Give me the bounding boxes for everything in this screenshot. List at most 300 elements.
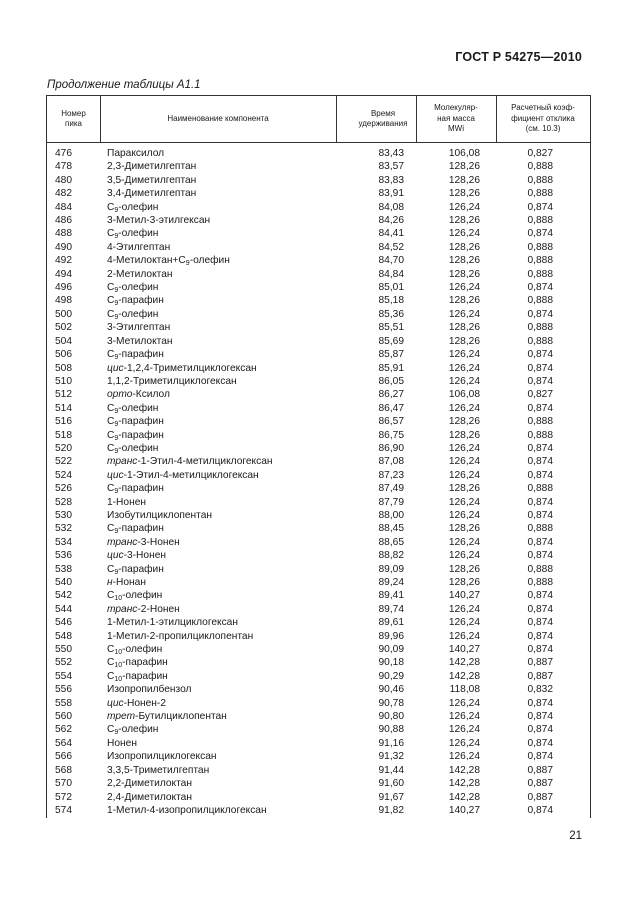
table-row xyxy=(47,522,590,535)
table-row xyxy=(47,415,590,428)
header-response-factor: Расчетный коэф- фициент отклика (см. 10.3) xyxy=(511,103,575,134)
molecular-mass-cell: 126,24 xyxy=(448,362,480,374)
molecular-mass-cell: 142,28 xyxy=(448,791,480,803)
header-retention-time: Время удерживания xyxy=(358,108,408,128)
response-factor-cell: 0,874 xyxy=(527,697,553,709)
molecular-mass-cell: 128,26 xyxy=(448,295,480,307)
response-factor-cell: 0,874 xyxy=(527,308,553,320)
response-factor-cell: 0,888 xyxy=(527,268,553,280)
peak-number-cell: 518 xyxy=(55,429,72,441)
retention-time-cell: 91,32 xyxy=(378,751,404,763)
peak-number-cell: 568 xyxy=(55,764,72,776)
retention-time-cell: 84,52 xyxy=(378,241,404,253)
molecular-mass-cell: 126,24 xyxy=(448,737,480,749)
component-name-cell: трет-Бутилциклопентан xyxy=(107,711,227,723)
component-name-cell: $С_{10}$-олефин xyxy=(107,644,163,657)
component-name-cell: $С_9$-олефин xyxy=(107,442,159,455)
response-factor-cell: 0,888 xyxy=(527,577,553,588)
response-factor-cell: 0,888 xyxy=(527,563,553,575)
response-factor-cell: 0,874 xyxy=(527,630,553,642)
component-name-cell: 3-Этилгептан xyxy=(107,322,171,334)
component-name-cell: Изопропилбензол xyxy=(107,684,192,696)
response-factor-cell: 0,874 xyxy=(527,282,553,294)
response-factor-cell: 0,874 xyxy=(527,509,553,521)
peak-number-cell: 544 xyxy=(55,603,72,615)
header-molecular-mass: Молекуляр- ная масса MWi xyxy=(434,103,478,134)
component-name-cell: $С_{10}$-парафин xyxy=(107,670,168,683)
header-component-name: Наименование компонента xyxy=(167,113,269,123)
peak-number-cell: 514 xyxy=(55,402,72,414)
response-factor-cell: 0,888 xyxy=(527,241,553,253)
response-factor-cell: 0,887 xyxy=(527,657,553,669)
retention-time-cell: 85,51 xyxy=(378,322,404,334)
table-row xyxy=(47,268,590,281)
peak-number-cell: 542 xyxy=(55,590,72,602)
table-row xyxy=(47,710,590,723)
component-name-cell: 1-Метил-4-изопропилциклогексан xyxy=(107,804,267,816)
peak-number-cell: 502 xyxy=(55,322,72,334)
retention-time-cell: 83,43 xyxy=(378,148,404,159)
response-factor-cell: 0,874 xyxy=(527,617,553,629)
table-row xyxy=(47,375,590,388)
component-name-cell: $С_9$-парафин xyxy=(107,429,164,442)
response-factor-cell: 0,874 xyxy=(527,804,553,816)
component-name-cell: 3-Метилоктан xyxy=(107,335,173,347)
component-name-cell: $С_9$-парафин xyxy=(107,563,164,576)
response-factor-cell: 0,874 xyxy=(527,402,553,414)
retention-time-cell: 90,78 xyxy=(378,697,404,709)
molecular-mass-cell: 128,26 xyxy=(448,215,480,227)
molecular-mass-cell: 126,24 xyxy=(448,496,480,508)
peak-number-cell: 500 xyxy=(55,308,72,320)
component-name-cell: 1-Нонен xyxy=(107,496,146,508)
retention-time-cell: 90,09 xyxy=(378,644,404,656)
table-row xyxy=(47,683,590,696)
molecular-mass-cell: 128,26 xyxy=(448,416,480,428)
molecular-mass-cell: 128,26 xyxy=(448,174,480,186)
peak-number-cell: 558 xyxy=(55,697,72,709)
peak-number-cell: 488 xyxy=(55,228,72,240)
molecular-mass-cell: 128,26 xyxy=(448,241,480,253)
retention-time-cell: 84,26 xyxy=(378,215,404,227)
molecular-mass-cell: 128,26 xyxy=(448,563,480,575)
page-number: 21 xyxy=(569,830,582,842)
molecular-mass-cell: 126,24 xyxy=(448,630,480,642)
table-row xyxy=(47,442,590,455)
peak-number-cell: 522 xyxy=(55,456,72,468)
peak-number-cell: 492 xyxy=(55,255,72,267)
component-name-cell: 2,3-Диметилгептан xyxy=(107,161,197,173)
table-row xyxy=(47,281,590,294)
retention-time-cell: 91,82 xyxy=(378,804,404,816)
peak-number-cell: 538 xyxy=(55,563,72,575)
component-name-cell: транс-2-Нонен xyxy=(107,603,180,615)
retention-time-cell: 91,60 xyxy=(378,778,404,790)
component-name-cell: 3-Метил-3-этилгексан xyxy=(107,215,211,227)
peak-number-cell: 566 xyxy=(55,751,72,763)
retention-time-cell: 84,84 xyxy=(378,268,404,280)
peak-number-cell: 564 xyxy=(55,737,72,749)
response-factor-cell: 0,888 xyxy=(527,174,553,186)
molecular-mass-cell: 128,26 xyxy=(448,523,480,535)
molecular-mass-cell: 126,24 xyxy=(448,228,480,240)
peak-number-cell: 546 xyxy=(55,617,72,629)
retention-time-cell: 88,82 xyxy=(378,550,404,562)
table-row xyxy=(47,777,590,790)
component-name-cell: $С_9$-олефин xyxy=(107,282,159,295)
molecular-mass-cell: 128,26 xyxy=(448,161,480,173)
response-factor-cell: 0,888 xyxy=(527,335,553,347)
response-factor-cell: 0,874 xyxy=(527,442,553,454)
table-row xyxy=(47,509,590,522)
table-row xyxy=(47,294,590,307)
response-factor-cell: 0,888 xyxy=(527,255,553,267)
retention-time-cell: 89,96 xyxy=(378,630,404,642)
component-name-cell: 4-Этилгептан xyxy=(107,241,171,253)
molecular-mass-cell: 126,24 xyxy=(448,375,480,387)
response-factor-cell: 0,874 xyxy=(527,737,553,749)
peak-number-cell: 510 xyxy=(55,375,72,387)
retention-time-cell: 89,74 xyxy=(378,603,404,615)
molecular-mass-cell: 126,24 xyxy=(448,509,480,521)
molecular-mass-cell: 126,24 xyxy=(448,536,480,548)
response-factor-cell: 0,874 xyxy=(527,228,553,240)
table-row xyxy=(47,656,590,669)
retention-time-cell: 85,01 xyxy=(378,282,404,294)
retention-time-cell: 83,57 xyxy=(378,161,404,173)
response-factor-cell: 0,874 xyxy=(527,751,553,763)
table-row xyxy=(47,214,590,227)
retention-time-cell: 86,47 xyxy=(378,402,404,414)
table-row xyxy=(47,589,590,602)
response-factor-cell: 0,888 xyxy=(527,295,553,307)
component-name-cell: $С_9$-олефин xyxy=(107,308,159,321)
response-factor-cell: 0,874 xyxy=(527,456,553,468)
molecular-mass-cell: 126,24 xyxy=(448,456,480,468)
table-row xyxy=(47,321,590,334)
table-row xyxy=(47,187,590,200)
molecular-mass-cell: 142,28 xyxy=(448,670,480,682)
table-body xyxy=(47,147,590,817)
molecular-mass-cell: 128,26 xyxy=(448,268,480,280)
response-factor-cell: 0,874 xyxy=(527,362,553,374)
retention-time-cell: 85,91 xyxy=(378,362,404,374)
molecular-mass-cell: 126,24 xyxy=(448,282,480,294)
component-name-cell: 3,3,5-Триметилгептан xyxy=(107,764,210,776)
peak-number-cell: 524 xyxy=(55,469,72,481)
molecular-mass-cell: 142,28 xyxy=(448,764,480,776)
peak-number-cell: 536 xyxy=(55,550,72,562)
molecular-mass-cell: 106,08 xyxy=(448,389,480,401)
molecular-mass-cell: 126,24 xyxy=(448,442,480,454)
peak-number-cell: 554 xyxy=(55,670,72,682)
table-row xyxy=(47,630,590,643)
retention-time-cell: 90,80 xyxy=(378,711,404,723)
component-name-cell: 1-Метил-2-пропилциклопентан xyxy=(107,630,254,642)
peak-number-cell: 482 xyxy=(55,188,72,200)
molecular-mass-cell: 128,26 xyxy=(448,335,480,347)
retention-time-cell: 89,41 xyxy=(378,590,404,602)
molecular-mass-cell: 126,24 xyxy=(448,201,480,213)
component-name-cell: $С_9$-парафин xyxy=(107,295,164,308)
retention-time-cell: 85,69 xyxy=(378,335,404,347)
table-row xyxy=(47,723,590,736)
molecular-mass-cell: 128,26 xyxy=(448,322,480,334)
table-row xyxy=(47,429,590,442)
component-name-cell: Параксилол xyxy=(107,148,165,159)
component-name-cell: цис-1,2,4-Триметилциклогексан xyxy=(107,362,257,374)
peak-number-cell: 548 xyxy=(55,630,72,642)
retention-time-cell: 88,45 xyxy=(378,523,404,535)
response-factor-cell: 0,887 xyxy=(527,778,553,790)
peak-number-cell: 560 xyxy=(55,711,72,723)
retention-time-cell: 86,57 xyxy=(378,416,404,428)
response-factor-cell: 0,874 xyxy=(527,603,553,615)
response-factor-cell: 0,827 xyxy=(527,148,553,159)
component-name-cell: Изопропилциклогексан xyxy=(107,751,217,763)
table-row xyxy=(47,147,590,160)
retention-time-cell: 84,70 xyxy=(378,255,404,267)
component-name-cell: 3,4-Диметилгептан xyxy=(107,188,197,200)
molecular-mass-cell: 126,24 xyxy=(448,724,480,736)
table-row xyxy=(47,241,590,254)
component-name-cell: $С_{10}$-парафин xyxy=(107,657,168,670)
molecular-mass-cell: 142,28 xyxy=(448,778,480,790)
response-factor-cell: 0,874 xyxy=(527,469,553,481)
retention-time-cell: 89,61 xyxy=(378,617,404,629)
peak-number-cell: 480 xyxy=(55,174,72,186)
component-name-cell: 2-Метилоктан xyxy=(107,268,173,280)
molecular-mass-cell: 126,24 xyxy=(448,617,480,629)
component-name-cell: $С_9$-парафин xyxy=(107,483,164,496)
molecular-mass-cell: 128,26 xyxy=(448,429,480,441)
peak-number-cell: 498 xyxy=(55,295,72,307)
table-row xyxy=(47,804,590,817)
response-factor-cell: 0,887 xyxy=(527,791,553,803)
component-name-cell: 3,5-Диметилгептан xyxy=(107,174,197,186)
peak-number-cell: 508 xyxy=(55,362,72,374)
component-name-cell: транс-1-Этил-4-метилциклогексан xyxy=(107,456,273,468)
retention-time-cell: 87,23 xyxy=(378,469,404,481)
molecular-mass-cell: 126,24 xyxy=(448,550,480,562)
response-factor-cell: 0,888 xyxy=(527,523,553,535)
table-row xyxy=(47,201,590,214)
molecular-mass-cell: 126,24 xyxy=(448,697,480,709)
component-name-cell: цис-3-Нонен xyxy=(107,550,166,562)
table-row xyxy=(47,643,590,656)
peak-number-cell: 486 xyxy=(55,215,72,227)
peak-number-cell: 516 xyxy=(55,416,72,428)
table-row xyxy=(47,791,590,804)
molecular-mass-cell: 126,24 xyxy=(448,751,480,763)
component-name-cell: $С_9$-олефин xyxy=(107,724,159,737)
peak-number-cell: 572 xyxy=(55,791,72,803)
peak-number-cell: 570 xyxy=(55,778,72,790)
component-name-cell: $С_9$-парафин xyxy=(107,523,164,536)
standard-code: ГОСТ Р 54275—2010 xyxy=(455,50,582,64)
peak-number-cell: 528 xyxy=(55,496,72,508)
peak-number-cell: 512 xyxy=(55,389,72,401)
retention-time-cell: 84,41 xyxy=(378,228,404,240)
peak-number-cell: 574 xyxy=(55,804,72,816)
peak-number-cell: 484 xyxy=(55,201,72,213)
response-factor-cell: 0,874 xyxy=(527,644,553,656)
table-row xyxy=(47,764,590,777)
peak-number-cell: 478 xyxy=(55,161,72,173)
table-row xyxy=(47,482,590,495)
retention-time-cell: 91,67 xyxy=(378,791,404,803)
retention-time-cell: 86,75 xyxy=(378,429,404,441)
response-factor-cell: 0,874 xyxy=(527,375,553,387)
component-name-cell: 1-Метил-1-этилциклогексан xyxy=(107,617,238,629)
table-row xyxy=(47,348,590,361)
retention-time-cell: 89,24 xyxy=(378,577,404,588)
molecular-mass-cell: 106,08 xyxy=(448,148,480,159)
peak-number-cell: 506 xyxy=(55,349,72,361)
table-header xyxy=(47,95,590,143)
molecular-mass-cell: 126,24 xyxy=(448,711,480,723)
response-factor-cell: 0,874 xyxy=(527,496,553,508)
retention-time-cell: 84,08 xyxy=(378,201,404,213)
peak-number-cell: 504 xyxy=(55,335,72,347)
molecular-mass-cell: 140,27 xyxy=(448,804,480,816)
table-row xyxy=(47,308,590,321)
table-row xyxy=(47,549,590,562)
table-row xyxy=(47,536,590,549)
response-factor-cell: 0,874 xyxy=(527,550,553,562)
table-row xyxy=(47,563,590,576)
molecular-mass-cell: 142,28 xyxy=(448,657,480,669)
component-name-cell: $4-Метилоктан+С_9$-олефин xyxy=(107,255,230,268)
response-factor-cell: 0,874 xyxy=(527,201,553,213)
peak-number-cell: 552 xyxy=(55,657,72,669)
response-factor-cell: 0,887 xyxy=(527,670,553,682)
retention-time-cell: 85,87 xyxy=(378,349,404,361)
table-row xyxy=(47,362,590,375)
response-factor-cell: 0,888 xyxy=(527,416,553,428)
table-row xyxy=(47,160,590,173)
molecular-mass-cell: 140,27 xyxy=(448,644,480,656)
component-name-cell: цис-Нонен-2 xyxy=(107,697,166,709)
response-factor-cell: 0,888 xyxy=(527,429,553,441)
peak-number-cell: 550 xyxy=(55,644,72,656)
component-name-cell: 2,2-Диметилоктан xyxy=(107,778,192,790)
response-factor-cell: 0,827 xyxy=(527,389,553,401)
retention-time-cell: 88,65 xyxy=(378,536,404,548)
component-name-cell: $С_9$-олефин xyxy=(107,402,159,415)
table-row xyxy=(47,254,590,267)
header-peak-number: Номер пика xyxy=(61,108,86,128)
peak-number-cell: 540 xyxy=(55,577,72,588)
response-factor-cell: 0,888 xyxy=(527,188,553,200)
component-name-cell: цис-1-Этил-4-метилциклогексан xyxy=(107,469,259,481)
table-row xyxy=(47,496,590,509)
response-factor-cell: 0,874 xyxy=(527,349,553,361)
peak-number-cell: 562 xyxy=(55,724,72,736)
table-row xyxy=(47,335,590,348)
retention-time-cell: 85,18 xyxy=(378,295,404,307)
component-name-cell: транс-3-Нонен xyxy=(107,536,180,548)
table-caption: Продолжение таблицы А1.1 xyxy=(47,79,201,91)
peak-number-cell: 532 xyxy=(55,523,72,535)
component-name-cell: Нонен xyxy=(107,737,137,749)
components-table xyxy=(46,95,591,818)
table-row xyxy=(47,697,590,710)
response-factor-cell: 0,888 xyxy=(527,483,553,495)
retention-time-cell: 87,49 xyxy=(378,483,404,495)
retention-time-cell: 85,36 xyxy=(378,308,404,320)
peak-number-cell: 530 xyxy=(55,509,72,521)
component-name-cell: $С_9$-парафин xyxy=(107,416,164,429)
molecular-mass-cell: 128,26 xyxy=(448,255,480,267)
retention-time-cell: 86,27 xyxy=(378,389,404,401)
peak-number-cell: 496 xyxy=(55,282,72,294)
table-row xyxy=(47,455,590,468)
component-name-cell: 1,1,2-Триметилциклогексан xyxy=(107,375,237,387)
component-name-cell: н-Нонан xyxy=(107,577,146,588)
table-row xyxy=(47,469,590,482)
table-row xyxy=(47,737,590,750)
molecular-mass-cell: 126,24 xyxy=(448,469,480,481)
molecular-mass-cell: 126,24 xyxy=(448,308,480,320)
table-row xyxy=(47,388,590,401)
table-row xyxy=(47,174,590,187)
response-factor-cell: 0,887 xyxy=(527,764,553,776)
table-row xyxy=(47,603,590,616)
retention-time-cell: 90,46 xyxy=(378,684,404,696)
retention-time-cell: 87,08 xyxy=(378,456,404,468)
molecular-mass-cell: 140,27 xyxy=(448,590,480,602)
component-name-cell: $С_{10}$-олефин xyxy=(107,590,163,603)
retention-time-cell: 90,88 xyxy=(378,724,404,736)
response-factor-cell: 0,888 xyxy=(527,322,553,334)
retention-time-cell: 83,91 xyxy=(378,188,404,200)
table-row xyxy=(47,402,590,415)
component-name-cell: $С_9$-олефин xyxy=(107,228,159,241)
peak-number-cell: 526 xyxy=(55,483,72,495)
retention-time-cell: 89,09 xyxy=(378,563,404,575)
molecular-mass-cell: 128,26 xyxy=(448,577,480,588)
peak-number-cell: 534 xyxy=(55,536,72,548)
retention-time-cell: 91,44 xyxy=(378,764,404,776)
molecular-mass-cell: 118,08 xyxy=(449,684,480,696)
response-factor-cell: 0,888 xyxy=(527,215,553,227)
molecular-mass-cell: 126,24 xyxy=(448,402,480,414)
molecular-mass-cell: 126,24 xyxy=(448,603,480,615)
component-name-cell: орто-Ксилол xyxy=(107,389,170,401)
component-name-cell: $С_9$-олефин xyxy=(107,201,159,214)
peak-number-cell: 490 xyxy=(55,241,72,253)
component-name-cell: 2,4-Диметилоктан xyxy=(107,791,192,803)
response-factor-cell: 0,888 xyxy=(527,161,553,173)
table-row xyxy=(47,227,590,240)
retention-time-cell: 90,18 xyxy=(378,657,404,669)
table-row xyxy=(47,670,590,683)
retention-time-cell: 83,83 xyxy=(378,174,404,186)
response-factor-cell: 0,874 xyxy=(527,724,553,736)
peak-number-cell: 476 xyxy=(55,148,72,159)
molecular-mass-cell: 128,26 xyxy=(448,483,480,495)
peak-number-cell: 520 xyxy=(55,442,72,454)
molecular-mass-cell: 126,24 xyxy=(448,349,480,361)
peak-number-cell: 494 xyxy=(55,268,72,280)
retention-time-cell: 90,29 xyxy=(378,670,404,682)
molecular-mass-cell: 128,26 xyxy=(448,188,480,200)
retention-time-cell: 91,16 xyxy=(378,737,404,749)
response-factor-cell: 0,874 xyxy=(527,590,553,602)
table-row xyxy=(47,616,590,629)
table-row xyxy=(47,576,590,589)
